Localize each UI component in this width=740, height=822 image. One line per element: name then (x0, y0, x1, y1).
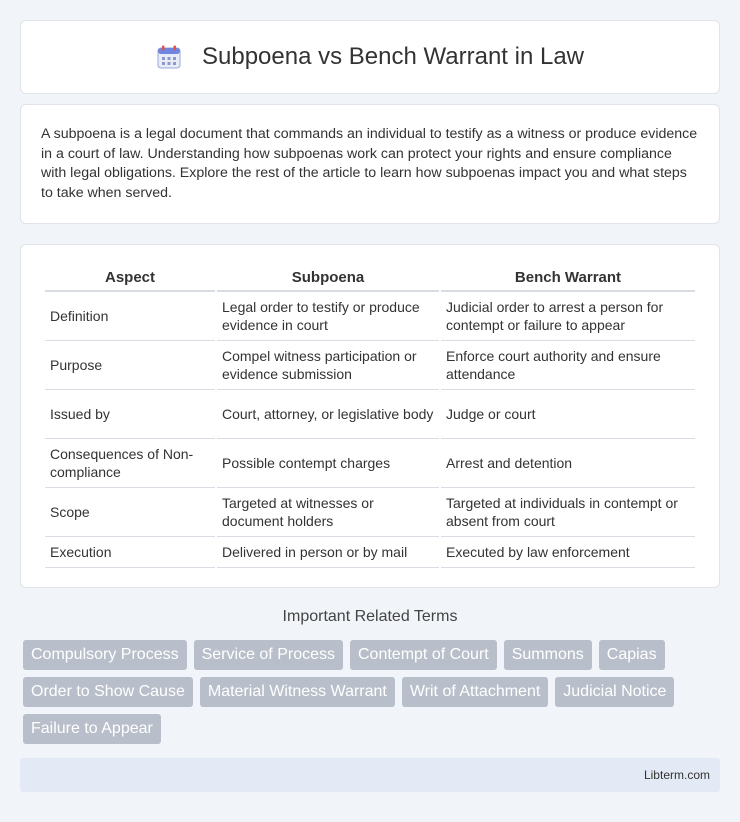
cell-bench-warrant: Judicial order to arrest a person for contempt or failure to appear (441, 292, 695, 341)
title-card (20, 20, 720, 94)
related-term-tag[interactable]: Summons (504, 640, 592, 670)
comparison-table-card (20, 244, 720, 588)
table-row (45, 390, 695, 439)
cell-aspect: Purpose (45, 341, 215, 390)
related-terms-heading: Important Related Terms (282, 608, 458, 625)
header-subpoena: Subpoena (217, 265, 439, 292)
cell-aspect: Scope (45, 488, 215, 537)
page-title: Subpoena vs Bench Warrant in Law (202, 43, 584, 70)
cell-bench-warrant: Executed by law enforcement (441, 537, 695, 568)
intro-card (20, 104, 720, 224)
table-row (45, 488, 695, 537)
cell-subpoena: Compel witness participation or evidence submission (217, 341, 439, 390)
cell-bench-warrant: Judge or court (441, 390, 695, 439)
comparison-table (43, 265, 697, 568)
cell-subpoena: Legal order to testify or produce evidence in court (217, 292, 439, 341)
related-term-tag[interactable]: Contempt of Court (350, 640, 497, 670)
calendar-icon (156, 44, 182, 70)
cell-subpoena: Possible contempt charges (217, 439, 439, 488)
related-term-tag[interactable]: Service of Process (194, 640, 343, 670)
cell-aspect: Consequences of Non-compliance (45, 439, 215, 488)
related-term-tag[interactable]: Writ of Attachment (402, 677, 548, 707)
cell-bench-warrant: Enforce court authority and ensure attendance (441, 341, 695, 390)
cell-aspect: Issued by (45, 390, 215, 439)
table-row (45, 341, 695, 390)
related-term-tag[interactable]: Judicial Notice (555, 677, 674, 707)
intro-text: A subpoena is a legal document that commands an individual to testify as a witness or produce evidence in a court of law. Understanding how subpoenas work can protect your rights and ensure compliance with legal obligations. Explore the rest of the article to learn how subpoenas impact you and what steps to take when served. (41, 126, 698, 201)
cell-aspect: Execution (45, 537, 215, 568)
table-header-row (45, 265, 695, 292)
cell-bench-warrant: Arrest and detention (441, 439, 695, 488)
related-terms-list (23, 640, 723, 744)
footer-site-link[interactable]: Libterm.com (643, 768, 710, 782)
cell-subpoena: Delivered in person or by mail (217, 537, 439, 568)
related-term-tag[interactable]: Capias (599, 640, 665, 670)
header-aspect: Aspect (45, 265, 215, 292)
cell-aspect: Definition (45, 292, 215, 341)
related-term-tag[interactable]: Failure to Appear (23, 714, 161, 744)
related-term-tag[interactable]: Material Witness Warrant (200, 677, 395, 707)
related-term-tag[interactable]: Order to Show Cause (23, 677, 193, 707)
cell-subpoena: Targeted at witnesses or document holders (217, 488, 439, 537)
header-bench-warrant: Bench Warrant (441, 265, 695, 292)
table-row (45, 439, 695, 488)
related-term-tag[interactable]: Compulsory Process (23, 640, 187, 670)
table-row (45, 537, 695, 568)
cell-subpoena: Court, attorney, or legislative body (217, 390, 439, 439)
footer (20, 758, 720, 792)
cell-bench-warrant: Targeted at individuals in contempt or absent from court (441, 488, 695, 537)
table-row (45, 292, 695, 341)
